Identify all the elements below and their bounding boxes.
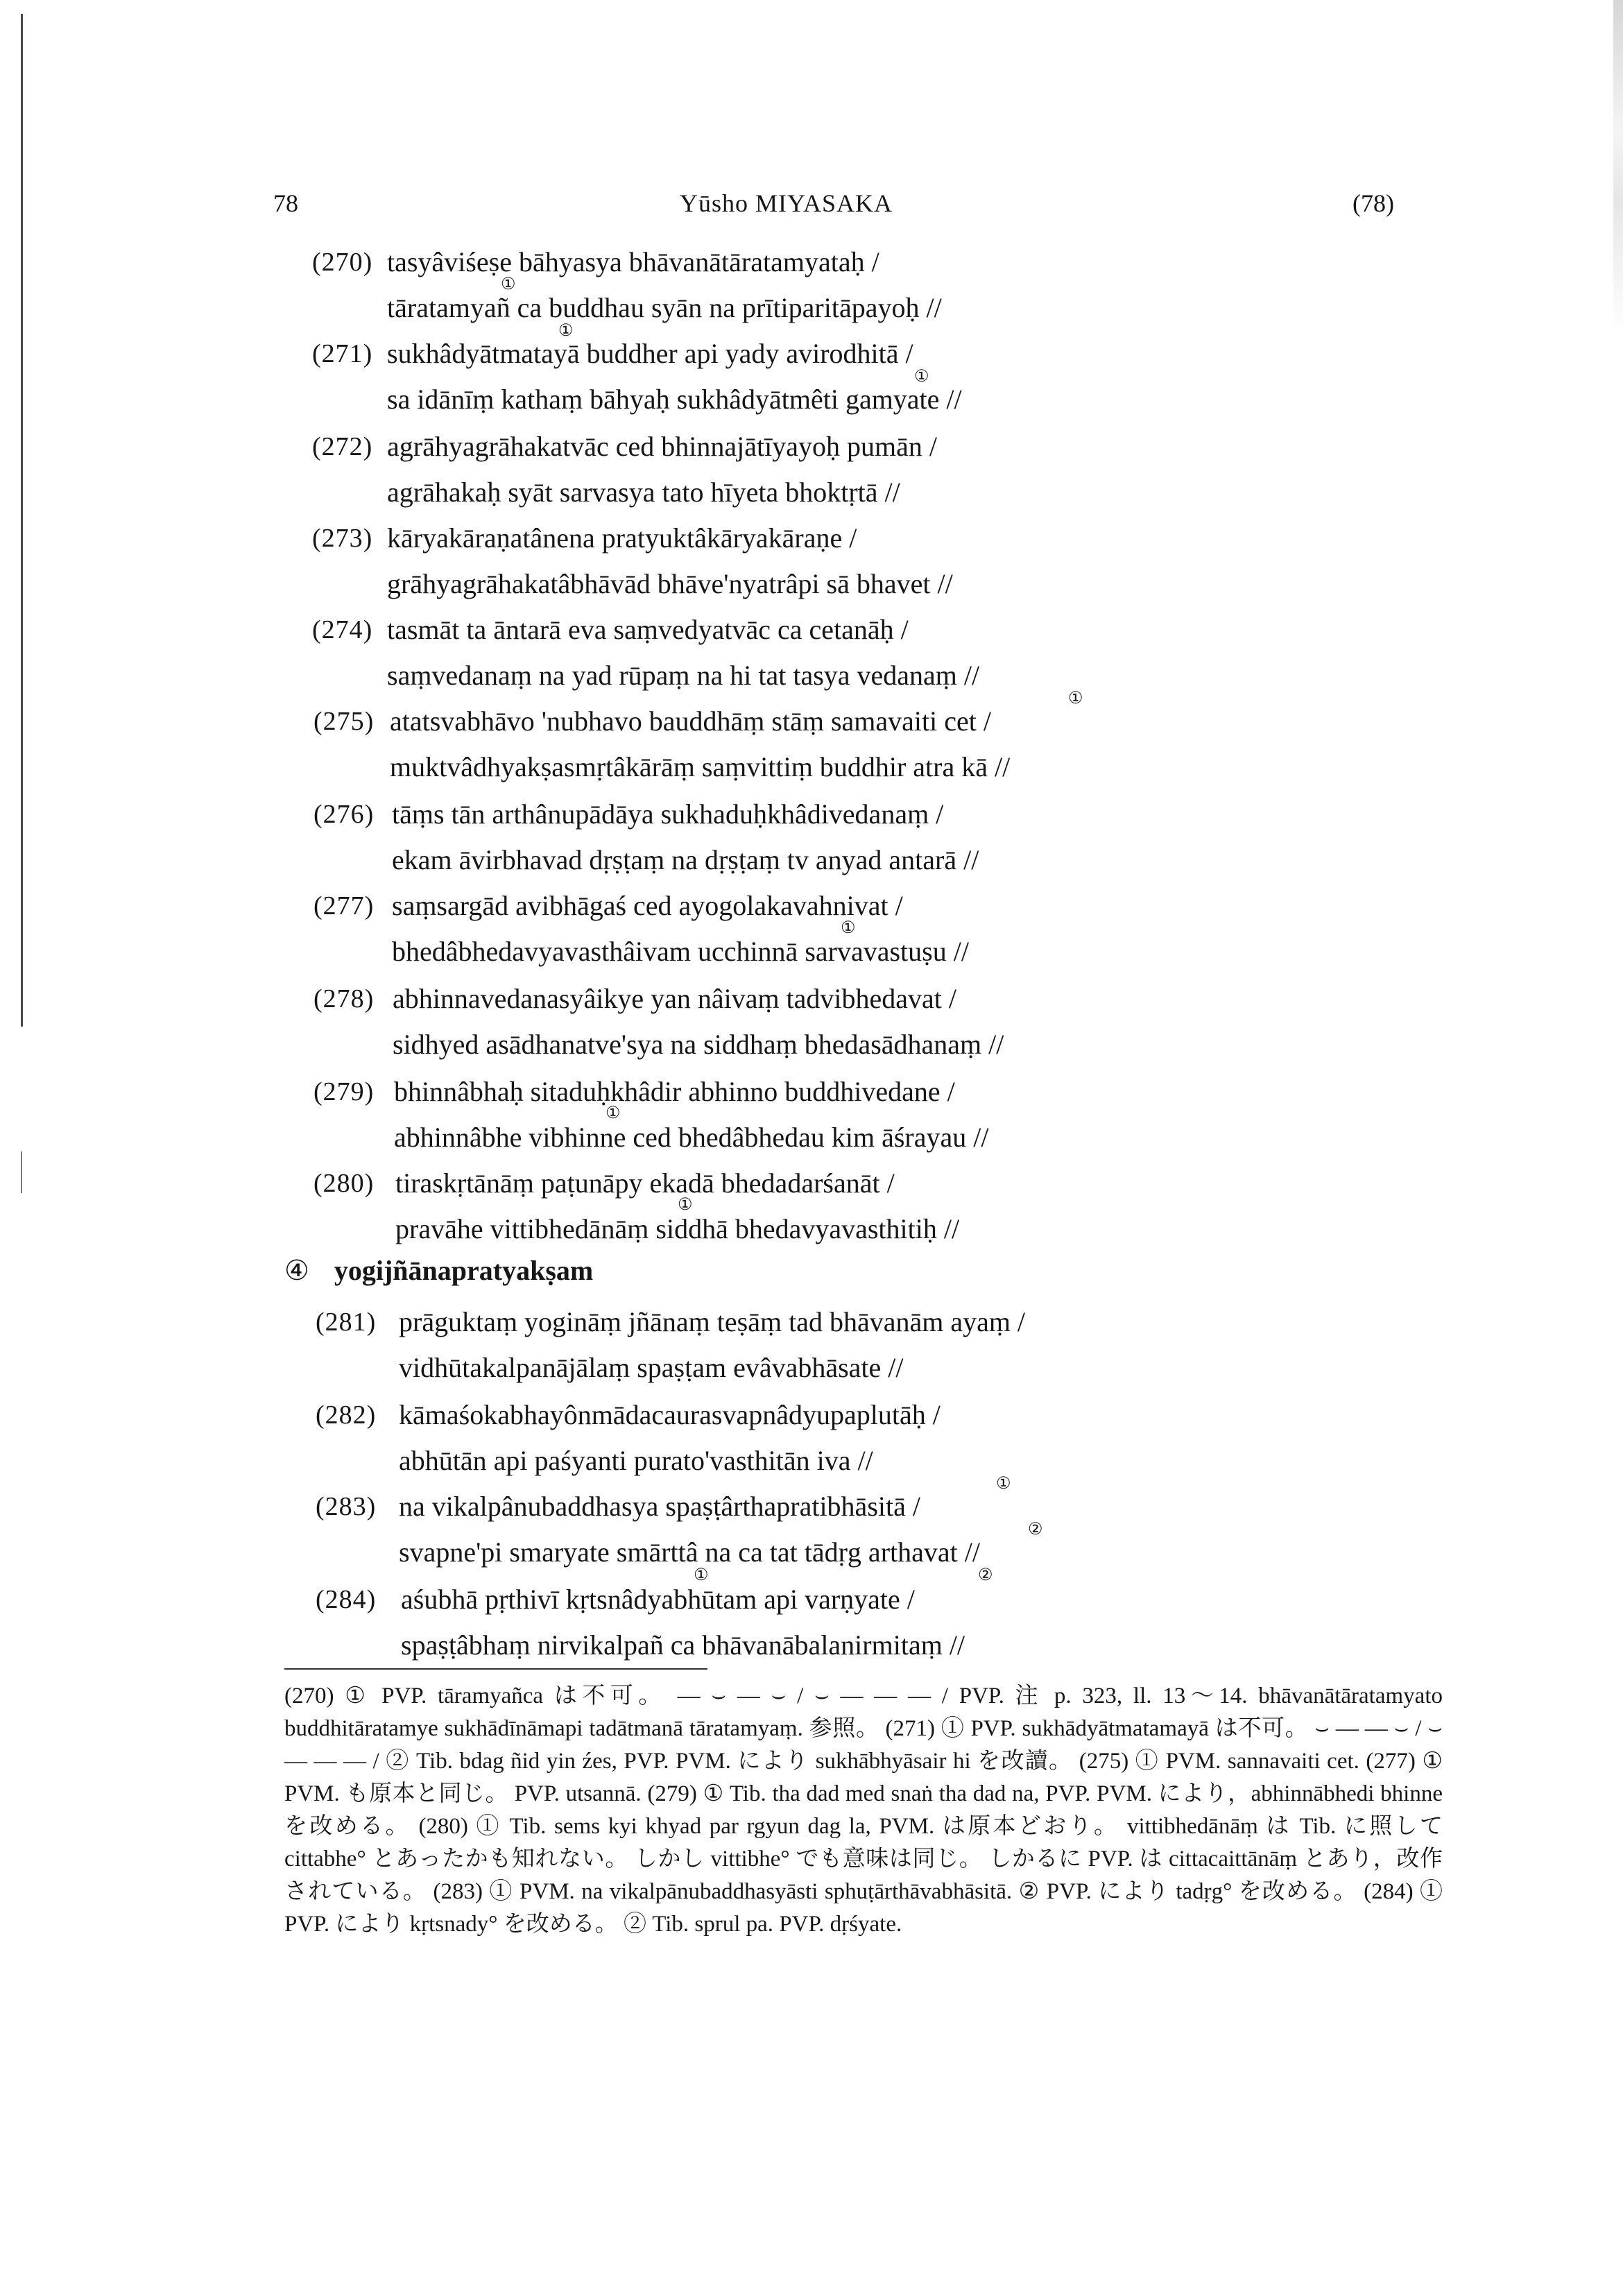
verse-line: bhinnâbhaḥ sitaduḥkhâdir abhinno buddhivedane / <box>394 1076 955 1107</box>
verse-number: (276) <box>314 800 375 829</box>
section-heading <box>284 1254 593 1287</box>
verse-line: saṃvedanaṃ na yad rūpaṃ na hi tat tasya vedanaṃ // <box>387 660 980 691</box>
note-marker: ② <box>978 1566 993 1584</box>
verse-number: (273) <box>312 524 373 553</box>
scan-margin-line <box>21 14 23 1027</box>
verse-line: aśubhā pṛthivī kṛtsnâdyabhūtam api varṇyate / <box>401 1584 915 1615</box>
verse-number: (279) <box>314 1077 375 1106</box>
scan-edge-shadow <box>1613 0 1623 333</box>
verse-line: sa idānīṃ kathaṃ bāhyaḥ sukhâdyātmêti gamyate // <box>387 384 962 415</box>
verse-line: spaṣṭâbhaṃ nirvikalpañ ca bhāvanābalanirmitaṃ // <box>401 1629 965 1661</box>
verse-number: (275) <box>314 707 375 736</box>
verse-line: vidhūtakalpanājālaṃ spaṣṭam evâvabhāsate // <box>399 1352 904 1383</box>
verse-number: (270) <box>312 248 373 277</box>
verse-line: agrāhakaḥ syāt sarvasya tato hīyeta bhoktṛtā // <box>387 477 900 508</box>
verse-line: tāṃs tān arthânupādāya sukhaduḥkhâdivedanaṃ / <box>392 798 944 830</box>
verse-number: (272) <box>312 432 373 461</box>
note-marker: ② <box>1028 1520 1043 1539</box>
verse-line: pravāhe vittibhedānāṃ siddhā bhedavyavasthitiḥ // <box>395 1213 960 1244</box>
verse-line: ekam āvirbhavad dṛṣṭaṃ na dṛṣṭaṃ tv anyad antarā // <box>392 844 979 875</box>
verse-line: tāratamyañ ca buddhau syān na prītiparitāpayoḥ // <box>387 292 942 323</box>
verse-line: atatsvabhāvo 'nubhavo bauddhāṃ stāṃ samavaiti cet / <box>390 705 991 737</box>
verse-line: abhūtān api paśyanti purato'vasthitān iva // <box>399 1445 873 1476</box>
verse-number: (271) <box>312 339 373 368</box>
verse-number: (281) <box>316 1308 377 1337</box>
verse-line: bhedâbhedavyavasthâivam ucchinnā sarvavastuṣu // <box>392 936 969 967</box>
note-marker: ① <box>678 1196 693 1214</box>
verse-line: svapne'pi smaryate smārttâ na ca tat tādṛg arthavat // <box>399 1536 980 1568</box>
note-marker: ① <box>501 275 516 293</box>
verse-number: (282) <box>316 1400 377 1430</box>
verse-line: prāguktaṃ yogināṃ jñānaṃ teṣāṃ tad bhāvanām ayaṃ / <box>399 1306 1026 1337</box>
verse-line: na vikalpânubaddhasya spaṣṭârthapratibhāsitā / <box>399 1491 920 1522</box>
verse-line: agrāhyagrāhakatvāc ced bhinnajātīyayoḥ pumān / <box>387 431 937 462</box>
section-marker: ④ <box>284 1255 309 1286</box>
verse-line: tasyâviśeṣe bāhyasya bhāvanātāratamyataḥ / <box>387 246 879 277</box>
note-marker: ① <box>841 919 856 937</box>
note-marker: ① <box>606 1104 621 1122</box>
verse-line: abhinnavedanasyâikye yan nâivaṃ tadvibhedavat / <box>393 983 957 1014</box>
page-number-paren: (78) <box>1352 189 1394 217</box>
verse-line: saṃsargād avibhāgaś ced ayogolakavahnivat / <box>392 890 903 921</box>
verse-number: (280) <box>314 1169 375 1198</box>
verse-line: tiraskṛtānāṃ paṭunāpy ekadā bhedadarśanāt / <box>395 1167 895 1199</box>
verse-line: muktvâdhyakṣasmṛtâkārāṃ saṃvittiṃ buddhir atra kā // <box>390 751 1011 782</box>
note-marker: ① <box>914 368 929 386</box>
verse-line: kāmaśokabhayônmādacaurasvapnâdyupaplutāḥ / <box>399 1399 941 1430</box>
note-marker: ① <box>1068 689 1083 708</box>
section-title: yogijñānapratyakṣam <box>334 1255 594 1286</box>
footnote-text: (270) ① PVP. tāramyañca は不可。 — ⌣ — ⌣ / ⌣ — — — / PVP. 注 p. 323, ll. 13～14. bhāvanātāratamyato buddhitāratamye sukhādīnāmapi tadātmanā tāratamyaṃ. 参照。 (271) ① PVP. sukhādyātmatamayā は不可。 ⌣ — — ⌣ / ⌣ — — — / ② Tib. bdag ñid yin źes, PVP. PVM. により sukhābhyāsair hi を改讀。 (275) ① PVM. sannavaiti cet. (277) ① PVM. も原本と同じ。 PVP. utsannā. (279) ① Tib. tha dad med snaṅ tha dad na, PVP. PVM. により，abhinnābhedi bhinne を改める。 (280) ① Tib. sems kyi khyad par rgyun dag la, PVM. は原本どおり。 vittibhedānāṃ は Tib. に照して cittabhe° とあったかも知れない。 しかし vittibhe° でも意味は同じ。 しかるに PVP. は cittacaittānāṃ とあり，改作されている。 (283) ① PVM. na vikalpānubaddhasyāsti sphuṭārthāvabhāsitā. ② PVP. により tadṛg° を改める。 (284) ① PVP. により kṛtsnady° を改める。 ② Tib. sprul pa. PVP. dṛśyate. <box>284 1684 1443 1937</box>
note-marker: ① <box>558 322 574 340</box>
verse-number: (284) <box>316 1585 377 1614</box>
verse-number: (283) <box>316 1492 377 1521</box>
verse-line: sukhâdyātmatayā buddher api yady avirodhitā / <box>387 338 913 369</box>
verse-line: sidhyed asādhanatve'sya na siddhaṃ bhedasādhanaṃ // <box>393 1029 1004 1060</box>
verse-line: grāhyagrāhakatâbhāvād bhāve'nyatrâpi sā bhavet // <box>387 568 953 599</box>
verse-line: tasmāt ta āntarā eva saṃvedyatvāc ca cetanāḥ / <box>387 614 909 645</box>
page-number: 78 <box>273 189 298 217</box>
verse-number: (278) <box>314 984 375 1013</box>
footnote-rule <box>284 1668 707 1670</box>
note-marker: ① <box>694 1566 709 1584</box>
note-marker: ① <box>996 1475 1011 1493</box>
footnotes <box>284 1680 1443 1941</box>
running-head-author: Yūsho MIYASAKA <box>680 189 893 217</box>
scan-margin-line <box>21 1151 22 1193</box>
verse-number: (277) <box>314 891 375 920</box>
verse-number: (274) <box>312 615 373 644</box>
verse-line: abhinnâbhe vibhinne ced bhedâbhedau kim āśrayau // <box>394 1122 989 1153</box>
verse-line: kāryakāraṇatânena pratyuktâkāryakāraṇe / <box>387 522 857 554</box>
